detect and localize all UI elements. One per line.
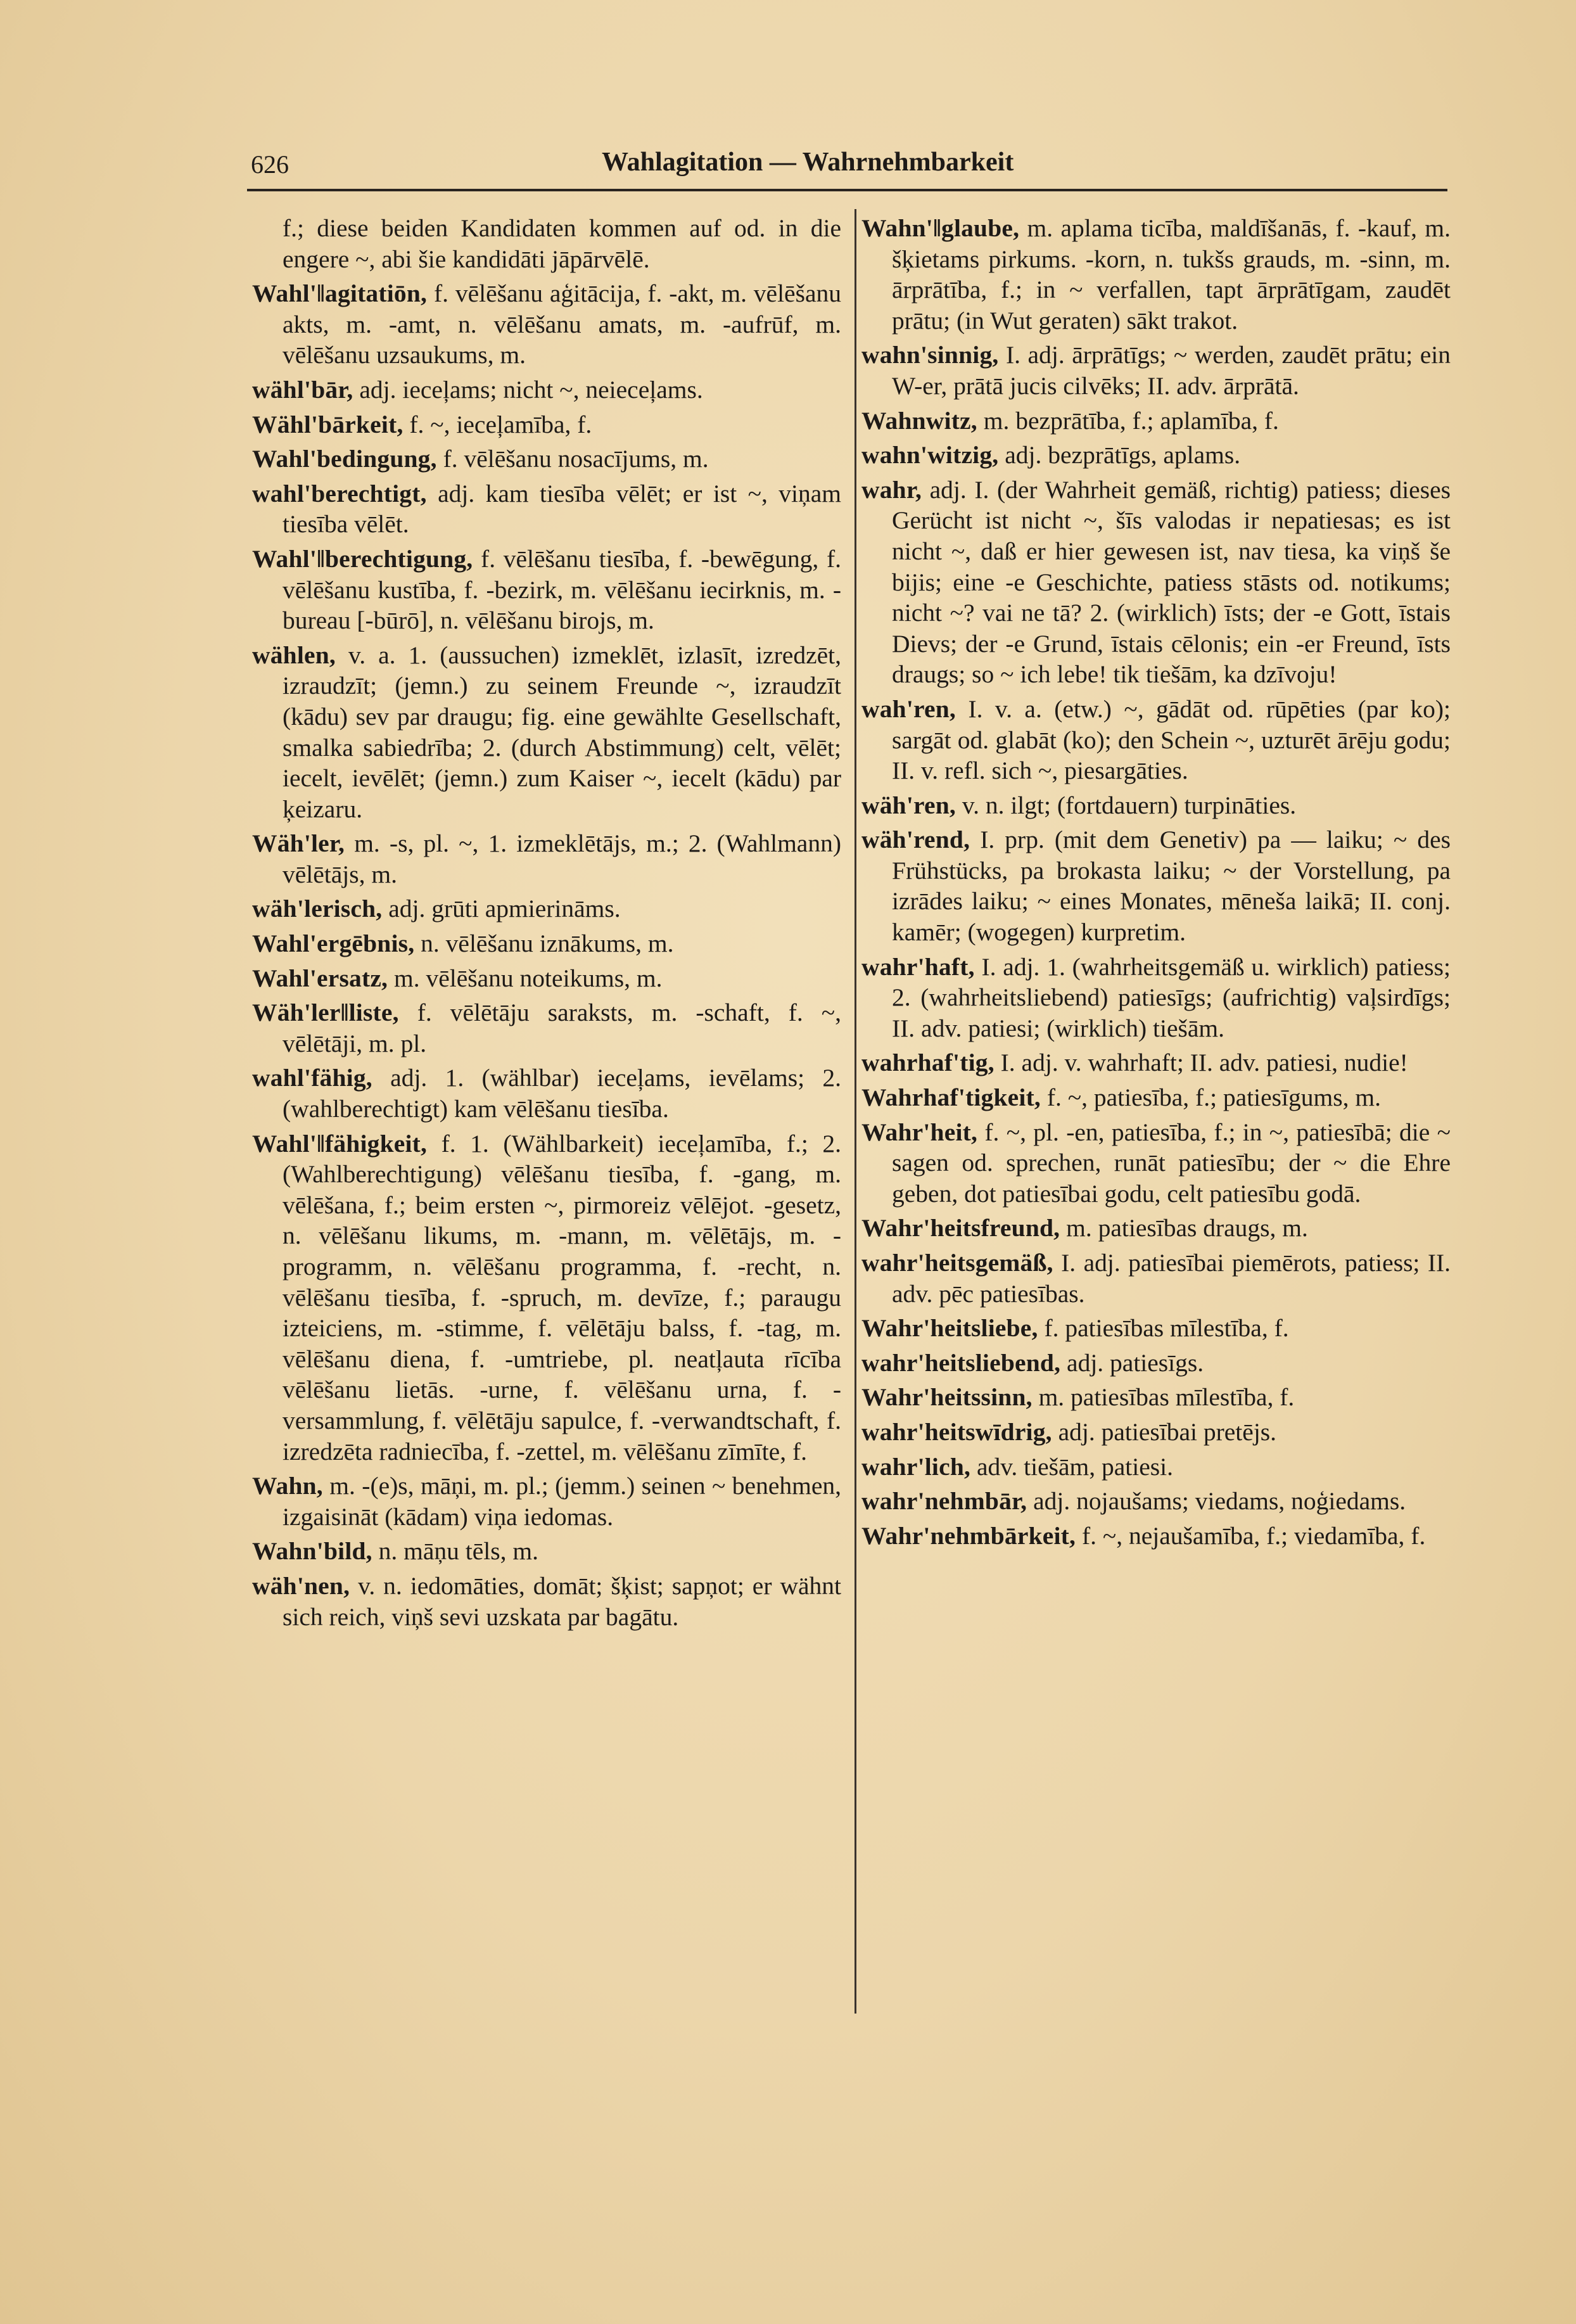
entry-definition: m. patiesības draugs, m. — [1060, 1214, 1308, 1242]
dictionary-entry — [861, 1348, 1451, 1379]
entry-definition: v. n. iedomāties, domāt; šķist; sapņot; er wähnt sich reich, viņš sevi uzskata par bagātu. — [283, 1571, 841, 1631]
dictionary-entry — [861, 340, 1451, 401]
dictionary-entry — [861, 1452, 1451, 1483]
headword: Wahl'‖berechtigung, — [252, 544, 473, 573]
headword: wahr'heitswīdrig, — [861, 1417, 1052, 1446]
entry-definition: adj. patiesībai pretējs. — [1052, 1417, 1277, 1446]
headword: Wahnwitz, — [861, 406, 977, 435]
entry-definition: f. ~, ieceļamība, f. — [403, 410, 592, 438]
headword: Wahn'‖glaube, — [861, 214, 1020, 242]
headword: Wahr'heitssinn, — [861, 1383, 1033, 1412]
headword: wahn'witzig, — [861, 441, 999, 469]
entry-definition: m. aplama ticība, maldīšanās, f. -kauf, m. šķietams pirkums. -korn, n. tukšs grauds, m. -sinn, m. ārprātība, f.; in ~ verfallen, tapt ārprātīgam, zaudēt prātu; (in Wut geraten) sākt trakot. — [892, 214, 1451, 335]
headword: Wahr'heit, — [861, 1118, 978, 1146]
dictionary-entry — [861, 790, 1451, 821]
entry-definition: m. -s, pl. ~, 1. izmeklētājs, m.; 2. (Wahlmann) vēlētājs, m. — [283, 829, 841, 888]
entry-definition: v. n. ilgt; (fortdauern) turpināties. — [956, 791, 1297, 819]
dictionary-entry — [861, 824, 1451, 947]
entry-definition: m. -(e)s, māņi, m. pl.; (jemm.) seinen ~ benehmen, izgaisināt (kādam) viņa iedomas. — [283, 1472, 841, 1531]
dictionary-entry — [861, 694, 1451, 786]
entry-definition: adj. 1. (wählbar) ieceļams, ievēlams; 2. (wahlberechtigt) kam vēlēšanu tiesība. — [283, 1064, 841, 1123]
entry-definition: f. vēlēšanu nosacījums, m. — [436, 445, 709, 473]
dictionary-entry — [252, 893, 841, 924]
entry-definition: f. vēlētāju saraksts, m. -schaft, f. ~, vēlētāji, m. pl. — [283, 999, 841, 1057]
headword: Wahl'‖fähigkeit, — [252, 1129, 428, 1158]
entry-definition: f.; diese beiden Kandidaten kommen auf od. in die engere ~, abi šie kandidāti jāpārvēlē. — [283, 214, 841, 273]
dictionary-entry — [252, 928, 841, 959]
entry-definition: I. v. a. (etw.) ~, gādāt od. rūpēties (par ko); sargāt od. glabāt (ko); den Schein ~, uzturēt ārēju godu; II. v. refl. sich ~, piesargāties. — [892, 694, 1451, 785]
headword: Wahrhaf'tigkeit, — [861, 1083, 1041, 1112]
entry-definition: adv. tiešām, patiesi. — [970, 1452, 1174, 1481]
headword: Wahn, — [252, 1472, 323, 1500]
dictionary-entry — [861, 1382, 1451, 1413]
headword: wäh'rend, — [861, 826, 970, 854]
headword: wahn'sinnig, — [861, 341, 999, 369]
entry-definition: adj. nojaušams; viedams, noģiedams. — [1027, 1487, 1406, 1516]
headword: Wahr'nehmbārkeit, — [861, 1521, 1076, 1550]
dictionary-entry — [861, 1248, 1451, 1309]
entry-definition: f. ~, patiesība, f.; patiesīgums, m. — [1041, 1083, 1381, 1112]
entry-definition: I. adj. patiesībai piemērots, patiess; II. adv. pēc patiesības. — [892, 1249, 1451, 1308]
right-column — [861, 213, 1451, 1555]
dictionary-entry — [252, 1536, 841, 1567]
headword: Wahl'ergēbnis, — [252, 929, 415, 958]
dictionary-entry — [252, 409, 841, 440]
headword: wäh'ren, — [861, 791, 956, 819]
headword: wahr'haft, — [861, 952, 975, 981]
headword: wählen, — [252, 641, 336, 669]
entry-definition: adj. grūti apmierināms. — [382, 895, 621, 923]
dictionary-entry — [861, 440, 1451, 471]
column-divider — [855, 209, 856, 2014]
entry-definition: f. ~, nejaušamība, f.; viedamība, f. — [1076, 1521, 1426, 1550]
headword: Wahr'heitsfreund, — [861, 1214, 1060, 1242]
entry-definition: adj. ieceļams; nicht ~, neieceļams. — [353, 375, 703, 404]
headword: wahr'nehmbār, — [861, 1487, 1027, 1516]
headword: wahl'berechtigt, — [252, 479, 427, 508]
header-rule — [247, 189, 1447, 191]
headword: wahr'heitsliebend, — [861, 1348, 1061, 1377]
running-head: Wahlagitation — Wahrnehmbarkeit — [602, 148, 1014, 177]
dictionary-entry — [861, 1313, 1451, 1344]
dictionary-entry — [861, 1417, 1451, 1448]
headword: Wähl'bārkeit, — [252, 410, 404, 438]
dictionary-entry — [861, 1082, 1451, 1113]
dictionary-entry — [861, 1047, 1451, 1078]
entry-definition: f. patiesības mīlestība, f. — [1038, 1314, 1289, 1343]
page-number: 626 — [251, 150, 289, 179]
entry-definition: adj. kam tiesība vēlēt; er ist ~, viņam tiesība vēlēt. — [283, 479, 841, 539]
dictionary-entry — [252, 374, 841, 405]
headword: wahr'lich, — [861, 1452, 971, 1481]
dictionary-entry — [252, 544, 841, 636]
dictionary-entry — [252, 963, 841, 994]
left-column — [252, 213, 841, 1636]
dictionary-entry — [252, 828, 841, 890]
headword: Wäh'ler, — [252, 829, 345, 858]
headword: Wahn'bild, — [252, 1537, 372, 1566]
entry-definition: m. patiesības mīlestība, f. — [1032, 1383, 1295, 1412]
headword: wahr'heitsgemäß, — [861, 1249, 1053, 1277]
headword: Wahl'ersatz, — [252, 964, 388, 992]
headword: Wäh'ler‖liste, — [252, 999, 399, 1027]
headword: wäh'nen, — [252, 1571, 350, 1600]
dictionary-entry — [252, 640, 841, 825]
dictionary-entry — [252, 997, 841, 1059]
entry-definition: f. vēlēšanu tiesība, f. -bewēgung, f. vēlēšanu kustība, f. -bezirk, m. vēlēšanu iecirknis, m. -bureau [-būrō], n. vēlēšanu birojs, m. — [283, 544, 841, 635]
dictionary-entry — [861, 1117, 1451, 1210]
dictionary-entry — [861, 1521, 1451, 1552]
dictionary-entry — [252, 213, 841, 274]
entry-definition: I. prp. (mit dem Genetiv) pa — laiku; ~ des Frühstücks, pa brokasta laiku; ~ der Vorstellung, pa izrādes laiku; ~ eines Monates, mēneša laikā; II. conj. kamēr; (wogegen) kurpretim. — [892, 826, 1451, 947]
dictionary-entry — [252, 1471, 841, 1532]
dictionary-entry — [861, 213, 1451, 336]
dictionary-entry — [861, 475, 1451, 690]
headword: Wahl'bedingung, — [252, 445, 437, 473]
dictionary-entry — [861, 1213, 1451, 1244]
entry-definition: adj. I. (der Wahrheit gemäß, richtig) patiess; dieses Gerücht ist nicht ~, šīs valodas ir nepatiesas; es ist nicht ~, daß er hier gewesen ist, nav tiesa, ka viņš še bijis; eine -e Geschichte, patiess stāsts od. notikums; nicht ~? vai ne tā? 2. (wirklich) īsts; der -e Gott, īstais Dievs; der -e Grund, īstais cēlonis; ein -er Freund, īsts draugs; so ~ ich lebe! tik tiešām, ka dzīvoju! — [892, 475, 1451, 689]
dictionary-entry — [252, 1128, 841, 1467]
entry-definition: I. adj. v. wahrhaft; II. adv. patiesi, nudie! — [994, 1049, 1408, 1077]
headword: wahl'fähig, — [252, 1064, 372, 1092]
entry-definition: v. a. 1. (aussuchen) izmeklēt, izlasīt, izredzēt, izraudzīt; (jemn.) zu seinem Freunde ~, izraudzīt (kādu) sev par draugu; fig. eine gewählte Gesellschaft, smalka sabiedrība; 2. (durch Abstimmung) celt, vēlēt; iecelt, ievēlēt; (jemn.) zum Kaiser ~, iecelt (kādu) par ķeizaru. — [283, 641, 841, 823]
headword: wah'ren, — [861, 694, 956, 723]
entry-definition: f. ~, pl. -en, patiesība, f.; in ~, patiesībā; die ~ sagen od. sprechen, runāt patiesību; der ~ die Ehre geben, dot patiesībai godu, celt patiesību godā. — [892, 1118, 1451, 1208]
dictionary-entry — [861, 405, 1451, 437]
dictionary-entry — [252, 1063, 841, 1124]
headword: wähl'bār, — [252, 375, 353, 404]
dictionary-entry — [252, 278, 841, 371]
dictionary-entry — [861, 952, 1451, 1044]
entry-definition: I. adj. ārprātīgs; ~ werden, zaudēt prātu; ein W-er, prātā jucis cilvēks; II. adv. ārprātā. — [892, 341, 1451, 400]
entry-definition: adj. patiesīgs. — [1060, 1348, 1204, 1377]
headword: Wahr'heitsliebe, — [861, 1314, 1038, 1343]
dictionary-entry — [861, 1486, 1451, 1517]
entry-definition: I. adj. 1. (wahrheitsgemäß u. wirklich) patiess; 2. (wahrheitsliebend) patiesīgs; (aufrichtig) vaļsirdīgs; II. adv. patiesi; (wirklich) tiešām. — [892, 952, 1451, 1042]
entry-definition: n. māņu tēls, m. — [372, 1537, 538, 1566]
entry-definition: adj. bezprātīgs, aplams. — [998, 441, 1241, 469]
entry-definition: m. bezprātība, f.; aplamība, f. — [977, 406, 1279, 435]
entry-definition: n. vēlēšanu iznākums, m. — [414, 929, 674, 958]
dictionary-entry — [252, 444, 841, 475]
dictionary-entry — [252, 1571, 841, 1632]
headword: wahr, — [861, 475, 922, 504]
entry-definition: m. vēlēšanu noteikums, m. — [388, 964, 663, 992]
headword: wahrhaf'tig, — [861, 1049, 995, 1077]
headword: wäh'lerisch, — [252, 895, 383, 923]
headword: Wahl'‖agitatiōn, — [252, 279, 428, 308]
dictionary-entry — [252, 478, 841, 540]
entry-definition: f. 1. (Wählbarkeit) ieceļamība, f.; 2. (Wahlberechtigung) vēlēšanu tiesība, f. -gang, m. vēlēšana, f.; beim ersten ~, pirmoreiz vēlējot. -gesetz, n. vēlēšanu likums, m. -mann, m. vēlētājs, m. -programm, n. vēlēšanu programma, f. -recht, n. vēlēšanu tiesība, f. -spruch, m. devīze, f.; paraugu izteiciens, m. -stimme, f. vēlētāju balss, f. -tag, m. vēlēšanu diena, f. -umtriebe, pl. neatļauta rīcība vēlēšanu lietās. -urne, f. vēlēšanu urna, f. -versammlung, f. vēlētāju sapulce, f. -verwandtschaft, f. izredzēta radniecība, f. -zettel, m. vēlēšanu zīmīte, f. — [283, 1129, 841, 1465]
entry-definition: f. vēlēšanu aģitācija, f. -akt, m. vēlēšanu akts, m. -amt, n. vēlēšanu amats, m. -aufrūf, m. vēlēšanu uzsaukums, m. — [283, 279, 841, 369]
